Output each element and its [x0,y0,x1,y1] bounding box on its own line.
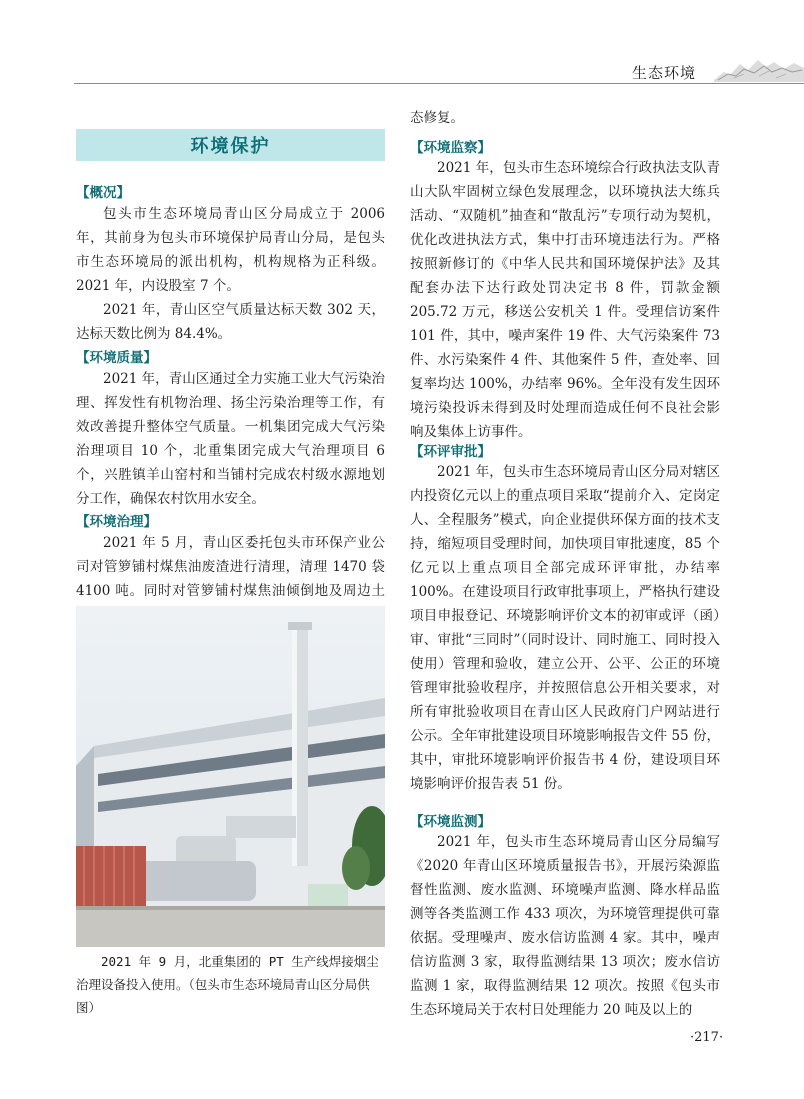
page-number: ·217· [690,1030,724,1045]
factory-photo [76,606,385,947]
environment-inspection-paragraph: 2021 年，包头市生态环境综合行政执法支队青山大队牢固树立绿色发展理念，以环境执法大练兵活动、“双随机”抽查和“散乱污”专项行动为契机，优化改进执法方式，集中打击环境违法行为。严格按照新修订的《中华人民共和国环境保护法》及其配套办法下达行政处罚决定书 8 件，罚款金额 205.72 万元，移送公安机关 1 件。受理信访案件 101 件，其中，噪声案件 19 件、大气污染案件 73 件、水污染案件 4 件、其他案件 5 件，查处率、回复率均达 100%，办结率 96%。全年没有发生因环境污染投诉未得到及时处理而造成任何不良社会影响及集体上访事件。 [410,160,720,440]
overview-paragraph-2: 2021 年，青山区空气质量达标天数 302 天，达标天数比例为 84.4%。 [76,302,385,342]
photo-caption: 2021 年 9 月，北重集团的 PT 生产线焊接烟尘治理设备投入使用。（包头市生态环境局青山区分局供图） [76,954,379,1015]
continuation-text: 态修复。 [410,110,464,126]
environment-governance-paragraph: 2021 年 5 月，青山区委托包头市环保产业公司对管箩铺村煤焦油废渣进行清理，清理 1470 袋 4100 吨。同时对管箩铺村煤焦油倾倒地及周边土 [76,535,385,599]
mountain-decoration-icon [714,54,804,82]
heading-environment-inspection: 【环境监察】 [410,140,491,156]
header-rule [74,83,804,84]
heading-eia-approval: 【环评审批】 [410,444,491,460]
environment-monitoring-paragraph: 2021 年，包头市生态环境局青山区分局编写《2020 年青山区环境质量报告书》，开展污染源监督性监测、废水监测、环境噪声监测、降水样品监测等各类监测工作 433 项次，为环境管理提供可靠依据。受理噪声、废水信访监测 4 家。其中，噪声信访监测 3 家，取得监测结果 13 项次；废水信访监测 1 家，取得监测结果 12 项次。按照《包头市生态环境局关于农村日处理能力 20 吨及以上的 [410,834,720,1018]
section-banner: 环境保护 [76,129,385,161]
heading-environment-governance: 【环境治理】 [76,514,157,530]
heading-environment-monitoring: 【环境监测】 [410,814,491,830]
overview-paragraph-1: 包头市生态环境局青山区分局成立于 2006 年，其前身为包头市环境保护局青山分局，是包头市生态环境局的派出机构，机构规格为正科级。2021 年，内设股室 7 个。 [76,206,385,294]
heading-overview: 【概况】 [76,185,130,201]
environment-quality-paragraph: 2021 年，青山区通过全力实施工业大气污染治理、挥发性有机物治理、扬尘污染治理等工作，有效改善提升整体空气质量。一机集团完成大气污染治理项目 10 个，北重集团完成大气治理项目 6 个，兴胜镇羊山窑村和当铺村完成农村级水源地划分工作，确保农村饮用水安全。 [76,371,385,507]
heading-environment-quality: 【环境质量】 [76,350,157,366]
eia-approval-paragraph: 2021 年，包头市生态环境局青山区分局对辖区内投资亿元以上的重点项目采取“提前介入、定岗定人、全程服务”模式，向企业提供环保方面的技术支持，缩短项目受理时间，加快项目审批速度，85 个亿元以上重点项目全部完成环评审批，办结率 100%。在建设项目行政审批事项上，严格执行建设项目申报登记、环境影响评价文本的初审或评（函）审、审批“三同时”（同时设计、同时施工、同时投入使用）管理和验收，建立公开、公平、公正的环境管理审批验收程序，并按照信息公开相关要求，对所有审批验收项目在青山区人民政府门户网站进行公示。全年审批建设项目环境影响报告文件 55 份，其中，审批环境影响评价报告书 4 份，建设项目环境影响评价报告表 51 份。 [410,464,720,792]
running-header-title: 生态环境 [632,64,697,82]
